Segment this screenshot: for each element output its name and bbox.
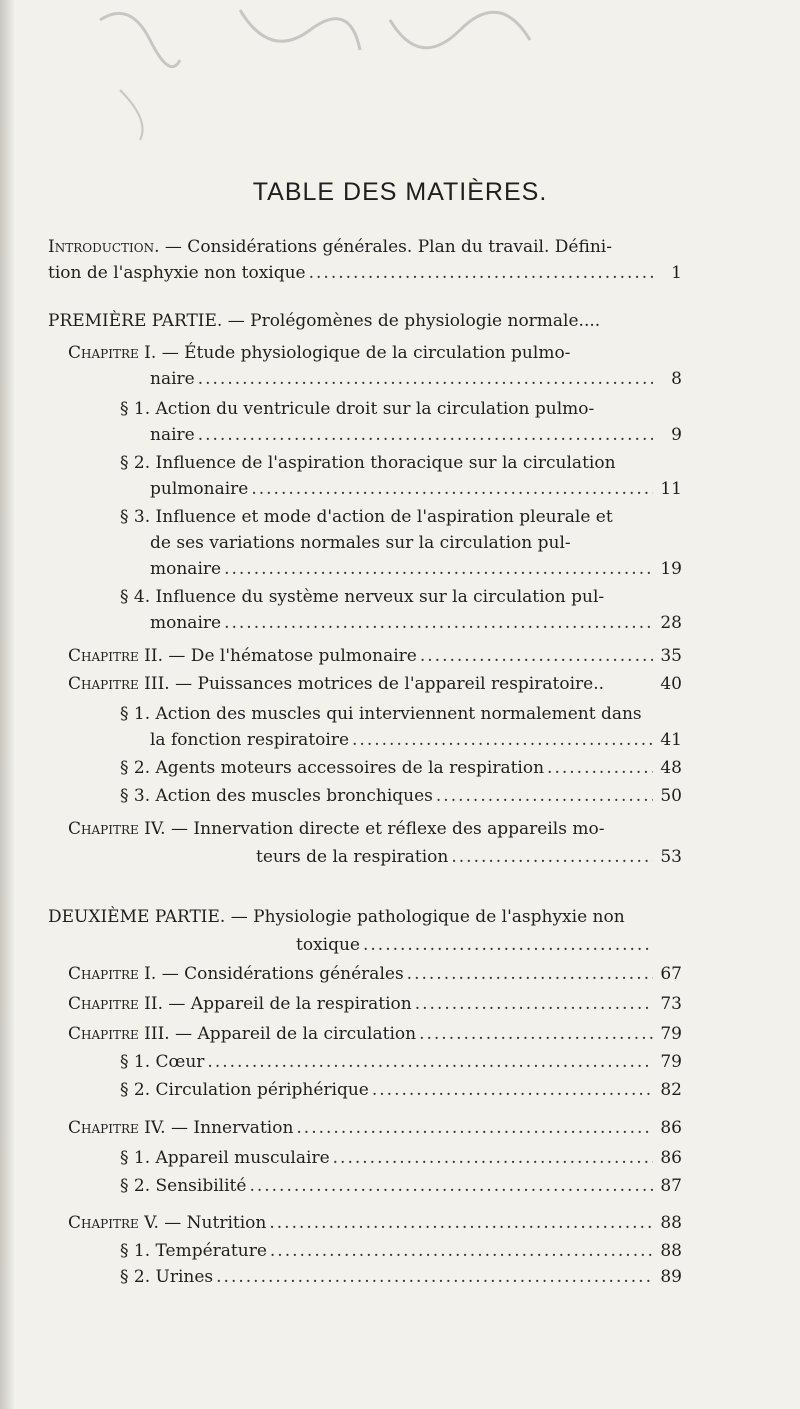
toc-entry-part2-ch4-s2[interactable] xyxy=(120,1175,682,1197)
dot-leader xyxy=(198,424,653,446)
dot-leader xyxy=(372,1079,653,1101)
entry-text: § 2. Circulation périphérique xyxy=(120,1080,369,1100)
entry-text xyxy=(68,1023,416,1045)
entry-text: § 1. Appareil musculaire xyxy=(120,1148,330,1168)
chapter-text: — Appareil de la circulation xyxy=(175,1024,417,1044)
entry-text: § 2. Urines xyxy=(120,1267,214,1287)
toc-entry-part2-ch5[interactable] xyxy=(68,1212,682,1234)
toc-entry-part1-ch1-s4[interactable] xyxy=(150,612,682,634)
dot-leader xyxy=(224,558,653,580)
page-number: 88 xyxy=(660,1213,682,1233)
chapter-text: — Innervation directe et réflexe des appareils mo- xyxy=(171,819,605,839)
toc-entry-part2-ch3-s1[interactable] xyxy=(120,1051,682,1073)
dot-leader xyxy=(251,478,653,500)
chapter-text: — Puissances motrices de l'appareil respiratoire.. xyxy=(175,674,605,694)
entry-text: monaire xyxy=(150,613,222,633)
entry-text xyxy=(68,963,404,985)
intro-label: Introduction. xyxy=(48,237,160,257)
part-one-heading: PREMIÈRE PARTIE. — Prolégomènes de physiologie normale.... xyxy=(48,311,601,331)
toc-entry-part2-ch5-s1[interactable] xyxy=(120,1240,682,1262)
entry-text xyxy=(68,645,417,667)
page-number: 19 xyxy=(660,559,682,579)
page-number: 50 xyxy=(660,786,682,806)
toc-entry-part2-ch1[interactable] xyxy=(68,963,682,985)
chapter-label: Chapitre IV. xyxy=(68,1118,166,1138)
toc-entry-part1-ch4[interactable] xyxy=(256,846,682,868)
chapter-label: Chapitre IV. xyxy=(68,819,166,839)
dot-leader xyxy=(547,757,653,779)
page-number: 86 xyxy=(660,1148,682,1168)
entry-text: monaire xyxy=(150,559,222,579)
page-number: 82 xyxy=(660,1080,682,1100)
page-binding-shadow xyxy=(0,0,14,1409)
page-number: 40 xyxy=(660,674,682,694)
toc-entry-introduction[interactable] xyxy=(48,262,682,284)
page-number: 8 xyxy=(671,369,682,389)
toc-entry-part1-ch1-s2[interactable] xyxy=(150,478,682,500)
entry-text: § 3. Action des muscles bronchiques xyxy=(120,786,433,806)
part1-ch1-s4-line-1: § 4. Influence du système nerveux sur la circulation pul- xyxy=(120,587,605,607)
part1-ch1-s2-line-1: § 2. Influence de l'aspiration thoracique sur la circulation xyxy=(120,453,616,473)
toc-entry-part2-ch4-s1[interactable] xyxy=(120,1147,682,1169)
dot-leader xyxy=(415,993,653,1015)
chapter-text: — Nutrition xyxy=(164,1213,267,1233)
entry-text xyxy=(68,1117,293,1139)
entry-text: § 2. Agents moteurs accessoires de la respiration xyxy=(120,758,545,778)
chapter-text: — Innervation xyxy=(171,1118,294,1138)
page-number: 73 xyxy=(660,994,682,1014)
part1-ch4-line-1 xyxy=(68,818,604,840)
toc-entry-part1-ch3-s1[interactable] xyxy=(150,729,682,751)
toc-entry-part1-ch3[interactable] xyxy=(68,673,682,695)
page-number: 89 xyxy=(660,1267,682,1287)
page-number: 67 xyxy=(660,964,682,984)
dot-leader xyxy=(407,963,653,985)
intro-line-1 xyxy=(48,236,612,258)
chapter-text: — De l'hématose pulmonaire xyxy=(168,646,417,666)
page-number: 87 xyxy=(660,1176,682,1196)
page-number: 41 xyxy=(660,730,682,750)
entry-text: § 1. Cœur xyxy=(120,1052,205,1072)
dot-leader xyxy=(216,1266,653,1288)
dot-leader xyxy=(419,1023,653,1045)
page-number: 88 xyxy=(660,1241,682,1261)
entry-text: tion de l'asphyxie non toxique xyxy=(48,263,306,283)
toc-entry-part1-ch2[interactable] xyxy=(68,645,682,667)
entry-text: § 1. Température xyxy=(120,1241,267,1261)
entry-text: § 2. Sensibilité xyxy=(120,1176,247,1196)
dot-leader xyxy=(363,934,653,956)
page-number: 53 xyxy=(660,847,682,867)
entry-text: naire xyxy=(150,425,195,445)
page-number: 28 xyxy=(660,613,682,633)
chapter-label: Chapitre III. xyxy=(68,674,170,694)
chapter-label: Chapitre II. xyxy=(68,646,163,666)
toc-entry-part2-ch3-s2[interactable] xyxy=(120,1079,682,1101)
toc-entry-part2-ch4[interactable] xyxy=(68,1117,682,1139)
page-number: 48 xyxy=(660,758,682,778)
entry-text: teurs de la respiration xyxy=(256,847,449,867)
toc-entry-part2-ch2[interactable] xyxy=(68,993,682,1015)
entry-text: naire xyxy=(150,369,195,389)
page-number: 9 xyxy=(671,425,682,445)
toc-entry-part2[interactable] xyxy=(296,934,682,956)
part1-ch1-s3-line-2: de ses variations normales sur la circulation pul- xyxy=(150,533,571,553)
entry-text: la fonction respiratoire xyxy=(150,730,350,750)
intro-text-1: — Considérations générales. Plan du travail. Défini- xyxy=(164,237,612,257)
chapter-label: Chapitre I. xyxy=(68,343,157,363)
entry-text: pulmonaire xyxy=(150,479,249,499)
page-number: 11 xyxy=(660,479,682,499)
dot-leader xyxy=(451,846,653,868)
part1-ch1-line-1 xyxy=(68,342,570,364)
entry-text xyxy=(68,673,604,695)
page-number: 86 xyxy=(660,1118,682,1138)
toc-entry-part1-ch1[interactable] xyxy=(150,368,682,390)
dot-leader xyxy=(198,368,653,390)
dot-leader xyxy=(224,612,653,634)
chapter-text: — Étude physiologique de la circulation pulmo- xyxy=(161,343,571,363)
bleed-through-marks xyxy=(60,0,580,150)
page-number: 79 xyxy=(660,1024,682,1044)
toc-entry-part1-ch1-s1[interactable] xyxy=(150,424,682,446)
dot-leader xyxy=(333,1147,653,1169)
part-two-heading: DEUXIÈME PARTIE. — Physiologie pathologique de l'asphyxie non xyxy=(48,907,625,927)
part1-ch1-s3-line-1: § 3. Influence et mode d'action de l'aspiration pleurale et xyxy=(120,507,613,527)
chapter-text: — Appareil de la respiration xyxy=(168,994,412,1014)
dot-leader xyxy=(249,1175,653,1197)
dot-leader xyxy=(296,1117,653,1139)
dot-leader xyxy=(309,262,653,284)
part1-ch3-s1-line-1: § 1. Action des muscles qui interviennent normalement dans xyxy=(120,704,642,724)
chapter-label: Chapitre I. xyxy=(68,964,157,984)
part1-ch1-s1-line-1: § 1. Action du ventricule droit sur la circulation pulmo- xyxy=(120,399,595,419)
entry-text: toxique xyxy=(296,935,360,955)
toc-entry-part1-ch3-s2[interactable] xyxy=(120,757,682,779)
dot-leader xyxy=(352,729,653,751)
entry-text xyxy=(68,1212,266,1234)
toc-entry-part1-ch1-s3[interactable] xyxy=(150,558,682,580)
chapter-label: Chapitre III. xyxy=(68,1024,170,1044)
toc-entry-part2-ch5-s2[interactable] xyxy=(120,1266,682,1288)
page-title: TABLE DES MATIÈRES. xyxy=(252,178,548,206)
dot-leader xyxy=(436,785,653,807)
dot-leader xyxy=(270,1240,653,1262)
chapter-label: Chapitre II. xyxy=(68,994,163,1014)
chapter-text: — Considérations générales xyxy=(161,964,404,984)
page-number: 1 xyxy=(671,263,682,283)
dot-leader xyxy=(207,1051,653,1073)
dot-leader xyxy=(269,1212,653,1234)
dot-leader xyxy=(420,645,653,667)
page-number: 79 xyxy=(660,1052,682,1072)
chapter-label: Chapitre V. xyxy=(68,1213,159,1233)
toc-entry-part2-ch3[interactable] xyxy=(68,1023,682,1045)
toc-entry-part1-ch3-s3[interactable] xyxy=(120,785,682,807)
entry-text xyxy=(68,993,412,1015)
page-number: 35 xyxy=(660,646,682,666)
